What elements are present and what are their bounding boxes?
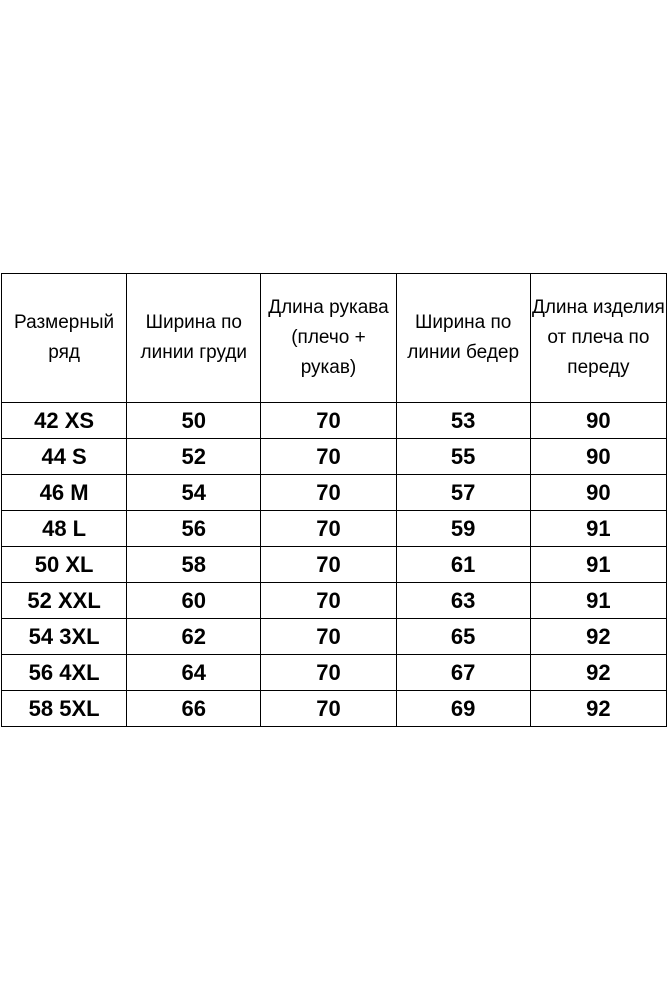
table-row bbox=[2, 691, 667, 727]
cell-hip: 67 bbox=[396, 655, 530, 691]
cell-size: 54 3XL bbox=[2, 619, 127, 655]
cell-sleeve: 70 bbox=[261, 475, 396, 511]
table-row bbox=[2, 547, 667, 583]
cell-size: 46 M bbox=[2, 475, 127, 511]
table-row bbox=[2, 583, 667, 619]
cell-hip: 57 bbox=[396, 475, 530, 511]
cell-hip: 61 bbox=[396, 547, 530, 583]
cell-hip: 69 bbox=[396, 691, 530, 727]
table-header-row bbox=[2, 274, 667, 403]
cell-size: 56 4XL bbox=[2, 655, 127, 691]
cell-length: 91 bbox=[530, 547, 666, 583]
header-garment-length: Длина изделия от плеча по переду bbox=[530, 274, 666, 403]
cell-length: 91 bbox=[530, 583, 666, 619]
cell-hip: 55 bbox=[396, 439, 530, 475]
size-chart-table bbox=[1, 273, 667, 727]
cell-sleeve: 70 bbox=[261, 655, 396, 691]
cell-sleeve: 70 bbox=[261, 439, 396, 475]
cell-size: 48 L bbox=[2, 511, 127, 547]
cell-sleeve: 70 bbox=[261, 583, 396, 619]
cell-length: 90 bbox=[530, 475, 666, 511]
cell-length: 92 bbox=[530, 619, 666, 655]
cell-size: 52 XXL bbox=[2, 583, 127, 619]
cell-size: 44 S bbox=[2, 439, 127, 475]
cell-sleeve: 70 bbox=[261, 403, 396, 439]
table-row bbox=[2, 655, 667, 691]
cell-hip: 53 bbox=[396, 403, 530, 439]
cell-sleeve: 70 bbox=[261, 511, 396, 547]
cell-chest: 60 bbox=[127, 583, 261, 619]
cell-chest: 64 bbox=[127, 655, 261, 691]
table-row bbox=[2, 403, 667, 439]
table-row bbox=[2, 511, 667, 547]
cell-length: 91 bbox=[530, 511, 666, 547]
cell-length: 90 bbox=[530, 439, 666, 475]
cell-size: 50 XL bbox=[2, 547, 127, 583]
header-sleeve-length: Длина рукава (плечо + рукав) bbox=[261, 274, 396, 403]
cell-sleeve: 70 bbox=[261, 691, 396, 727]
cell-length: 92 bbox=[530, 691, 666, 727]
cell-chest: 54 bbox=[127, 475, 261, 511]
cell-chest: 62 bbox=[127, 619, 261, 655]
cell-size: 58 5XL bbox=[2, 691, 127, 727]
table-row bbox=[2, 475, 667, 511]
cell-chest: 50 bbox=[127, 403, 261, 439]
cell-chest: 56 bbox=[127, 511, 261, 547]
cell-length: 90 bbox=[530, 403, 666, 439]
header-size-range: Размерный ряд bbox=[2, 274, 127, 403]
cell-chest: 58 bbox=[127, 547, 261, 583]
cell-hip: 59 bbox=[396, 511, 530, 547]
header-chest-width: Ширина по линии груди bbox=[127, 274, 261, 403]
header-hip-width: Ширина по линии бедер bbox=[396, 274, 530, 403]
cell-sleeve: 70 bbox=[261, 547, 396, 583]
cell-sleeve: 70 bbox=[261, 619, 396, 655]
table-row bbox=[2, 619, 667, 655]
table-row bbox=[2, 439, 667, 475]
cell-chest: 66 bbox=[127, 691, 261, 727]
cell-length: 92 bbox=[530, 655, 666, 691]
cell-hip: 65 bbox=[396, 619, 530, 655]
cell-chest: 52 bbox=[127, 439, 261, 475]
cell-hip: 63 bbox=[396, 583, 530, 619]
cell-size: 42 XS bbox=[2, 403, 127, 439]
